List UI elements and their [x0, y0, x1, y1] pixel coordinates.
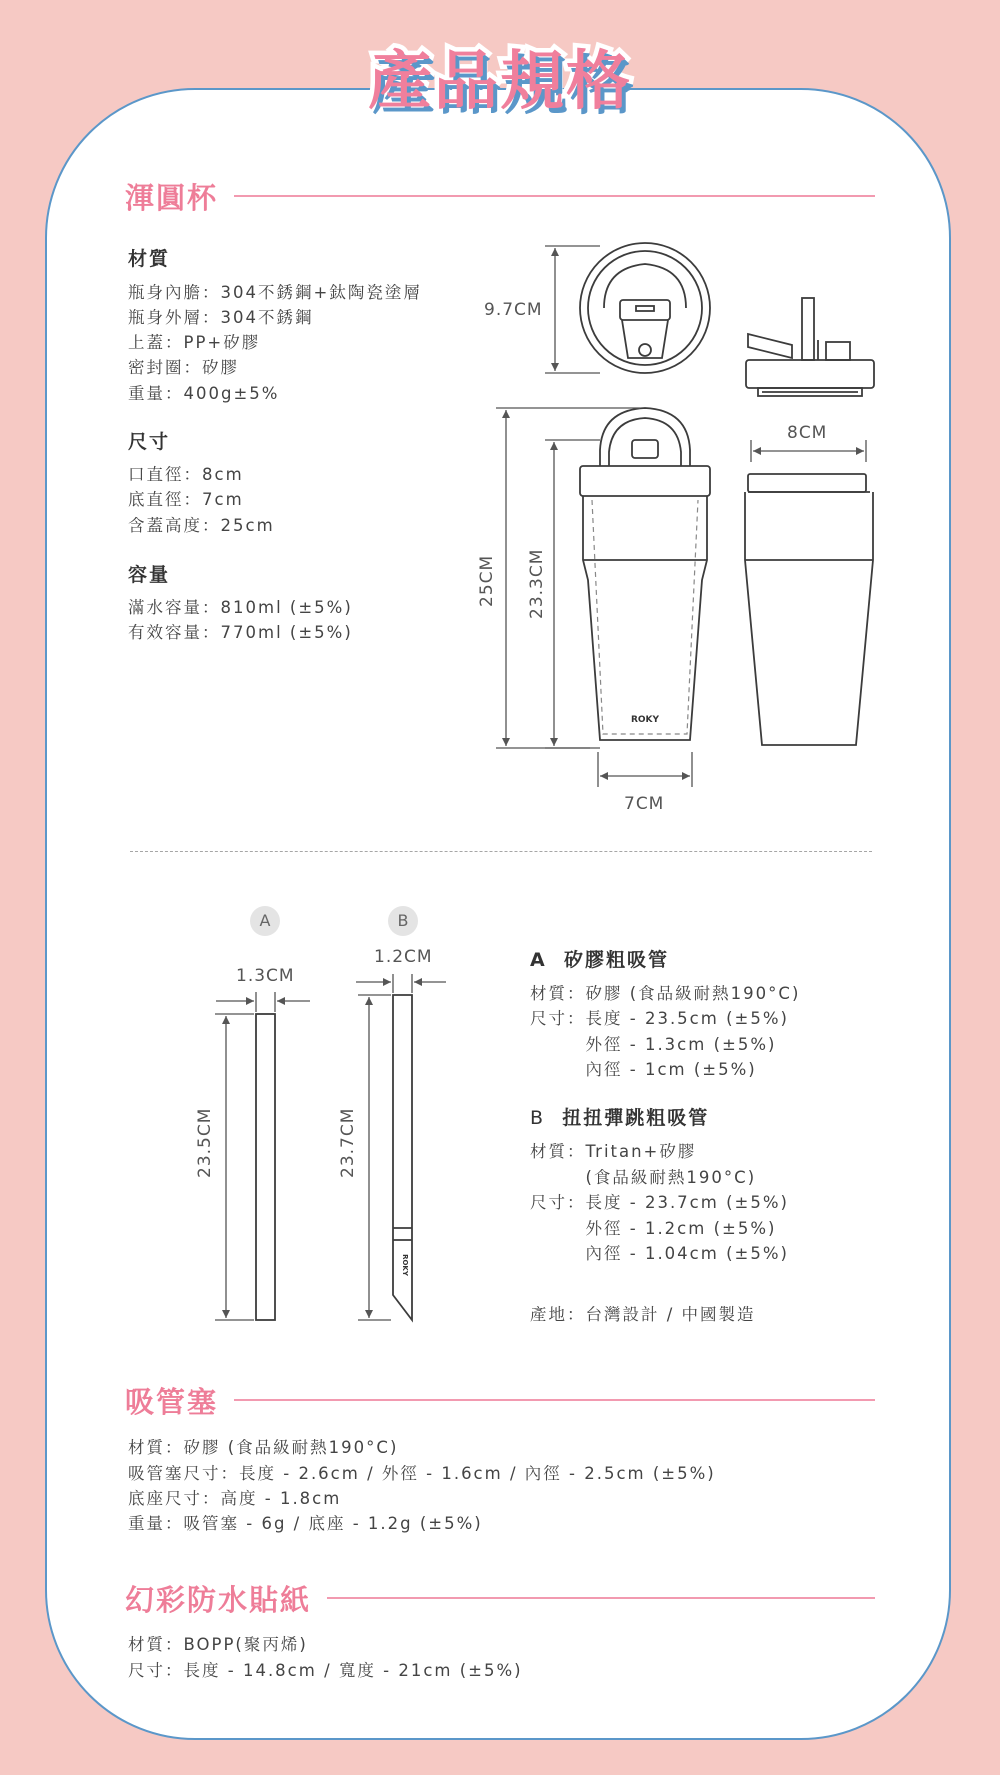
capacity-label: 容量 [128, 564, 171, 586]
dim-b-width: 1.2CM [374, 947, 433, 967]
label-a-badge: A [250, 906, 280, 936]
dim-b-length-arrow [358, 995, 391, 1320]
straw-b-line: 材質：Tritan+矽膠 [530, 1142, 697, 1161]
straw-a-title [530, 945, 669, 972]
dim-a-length: 23.5CM [195, 1107, 215, 1178]
dim-lid-height: 9.7CM [484, 300, 543, 320]
dim-body-height: 23.3CM [527, 548, 547, 619]
size-label: 尺寸 [128, 431, 171, 453]
heading-rule [234, 1399, 875, 1401]
svg-text:ROKY: ROKY [630, 715, 660, 725]
straw-a-line: 尺寸：長度 - 23.5cm (±5%) [530, 1009, 789, 1028]
dim-total-height: 25CM [477, 554, 497, 607]
material-line: 密封圈：矽膠 [128, 358, 239, 377]
dim-b-width-arrow [356, 974, 446, 993]
section-title: 渾圓杯 [125, 180, 219, 215]
dim-mouth: 8CM [787, 423, 828, 443]
straw-a-line: 材質：矽膠 (食品級耐熱190°C) [530, 984, 801, 1003]
straw-b-letter: B [530, 1107, 546, 1129]
dim-bottom: 7CM [624, 794, 665, 814]
size-line: 含蓋高度：25cm [128, 516, 275, 535]
dim-a-width-arrow [216, 992, 310, 1012]
plug-line: 材質：矽膠 (食品級耐熱190°C) [128, 1438, 399, 1457]
straw-b-title [530, 1103, 709, 1130]
straw-a-line: 內徑 - 1cm (±5%) [530, 1060, 757, 1079]
section-heading-sticker [125, 1578, 875, 1618]
material-label: 材質 [128, 248, 171, 270]
material-line: 瓶身外層：304不銹鋼 [128, 308, 314, 327]
straw-a-icon [256, 1014, 275, 1320]
label-b-badge: B [388, 906, 418, 936]
section-heading-plug [125, 1380, 875, 1420]
dim-a-width: 1.3CM [236, 966, 295, 986]
material-line: 重量：400g±5% [128, 384, 280, 403]
plug-line: 底座尺寸：高度 - 1.8cm [128, 1489, 342, 1508]
sticker-line: 尺寸：長度 - 14.8cm / 寬度 - 21cm (±5%) [128, 1661, 523, 1680]
plug-line: 重量：吸管塞 - 6g / 底座 - 1.2g (±5%) [128, 1514, 483, 1533]
straw-a-line: 外徑 - 1.3cm (±5%) [530, 1035, 777, 1054]
straw-a-name: 矽膠粗吸管 [563, 949, 669, 971]
material-line: 瓶身內膽：304不銹鋼+鈦陶瓷塗層 [128, 283, 422, 302]
origin-line: 產地：台灣設計 / 中國製造 [530, 1305, 756, 1324]
straw-a-letter: A [530, 949, 547, 971]
svg-text:ROKY: ROKY [401, 1254, 409, 1276]
straw-b-name: 扭扭彈跳粗吸管 [562, 1107, 710, 1129]
dim-a-length-arrow [215, 1014, 254, 1320]
heading-rule [327, 1597, 875, 1599]
page-title: 產品規格 [368, 45, 632, 119]
size-line: 底直徑：7cm [128, 490, 244, 509]
straw-b-line: (食品級耐熱190°C) [530, 1168, 757, 1187]
plug-line: 吸管塞尺寸：長度 - 2.6cm / 外徑 - 1.6cm / 內徑 - 2.5cm (±5%) [128, 1464, 716, 1483]
straw-b-line: 外徑 - 1.2cm (±5%) [530, 1219, 777, 1238]
straw-b-icon [393, 995, 412, 1320]
section-title: 吸管塞 [125, 1384, 219, 1419]
dim-b-length: 23.7CM [338, 1107, 358, 1178]
capacity-line: 滿水容量：810ml (±5%) [128, 598, 353, 617]
straw-b-line: 內徑 - 1.04cm (±5%) [530, 1244, 789, 1263]
size-line: 口直徑：8cm [128, 465, 244, 484]
section-title: 幻彩防水貼紙 [125, 1582, 312, 1617]
material-line: 上蓋：PP+矽膠 [128, 333, 261, 352]
straw-b-line: 尺寸：長度 - 23.7cm (±5%) [530, 1193, 789, 1212]
sticker-line: 材質：BOPP(聚丙烯) [128, 1635, 308, 1654]
capacity-line: 有效容量：770ml (±5%) [128, 623, 353, 642]
